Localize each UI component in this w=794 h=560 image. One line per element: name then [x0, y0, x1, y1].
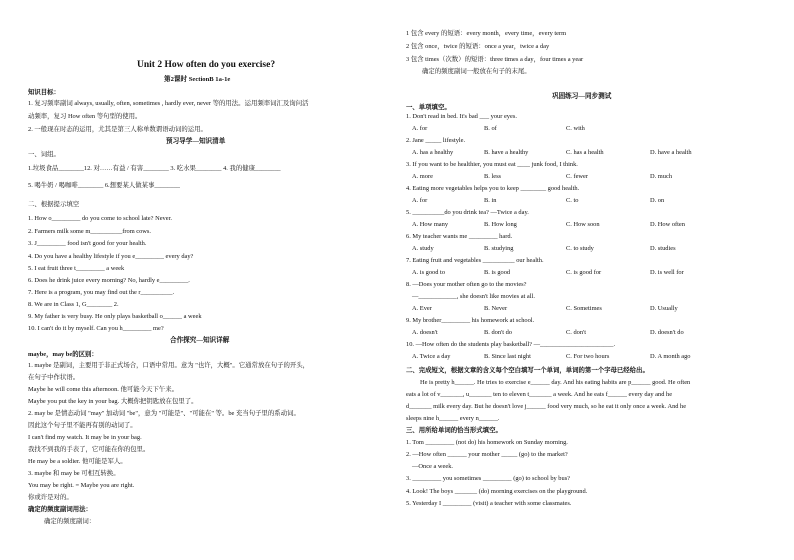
- mc-option: A. for: [412, 197, 428, 204]
- mc-option: B. Never: [484, 305, 508, 312]
- mc-question: 9. My brother_________ his homework at school.: [406, 317, 535, 324]
- mc-option: A. more: [412, 173, 433, 180]
- goal-2: 2. 一般现在时态的运用，尤其是第三人称单数谓语动词的运用。: [28, 126, 207, 133]
- mc-question: 1. Don't read in bed. It's bad ___ your eyes.: [406, 113, 517, 120]
- mc-option: C. How soon: [566, 221, 600, 228]
- fill-q7: 7. Here is a program, you may find out the r__________.: [28, 289, 175, 296]
- mc-option: D. studies: [650, 245, 676, 252]
- passage-line-4: sleeps nine h______ every n______.: [406, 415, 500, 422]
- mc-question: 4. Eating more vegetables helps you to keep ________ good health.: [406, 185, 580, 192]
- section-1-heading: 一、词组。: [28, 151, 60, 158]
- mc-option: A. study: [412, 245, 434, 252]
- section-b-heading: 二、完成短文，根据文章的含义每个空白填写一个单词，单词的第一个字母已经给出。: [406, 367, 649, 374]
- mc-question: 5. __________do you drink tea? —Twice a day.: [406, 209, 529, 216]
- mc-question: 8. —Does your mother often go to the movies?: [406, 281, 527, 288]
- fill-q8: 8. We are in Class 1, G________ 2.: [28, 301, 119, 308]
- adverb-heading: 确定的频度副词用法：: [28, 506, 92, 513]
- form-q2: 2. —How often ______ your mother _____ (go) to the market?: [406, 451, 568, 458]
- maybe-note-1: 1. maybe 是副词，主要用于非正式场合，口语中常用。意为 "也许，大概"。它通常放在句子的开头，: [28, 362, 310, 369]
- mc-option: A. How many: [412, 221, 449, 228]
- mc-question: 10. —How often do the students play basketball? —_______________________.: [406, 341, 616, 348]
- every-phrases: 1 包含 every 的短语：every month，every time，every term: [406, 30, 567, 37]
- form-q5: 5. Yesterday I _________ (visit) a teacher with some classmates.: [406, 500, 572, 507]
- mc-question: 3. If you want to be healthier, you must eat ____ junk food, I think.: [406, 161, 578, 168]
- maybe-example-1: Maybe he will come this afternoon. 他可能今天下午来。: [28, 386, 178, 393]
- mc-option: B. Since last night: [484, 353, 531, 360]
- phrase-line-1: 1.垃圾食品________12. 对……有益 / 有害________ 3. 吃水果________ 4. 我的健康________: [28, 165, 281, 172]
- mc-option: B. have a healthy: [484, 149, 529, 156]
- fill-q5: 5. I eat fruit three t_________ a week: [28, 265, 125, 272]
- mc-option: A. Ever: [412, 305, 432, 312]
- form-q3: 3. _________ you sometimes _________ (go) to school by bus?: [406, 475, 571, 482]
- fill-q6: 6. Does he drink juice every morning? No, hardly e_________.: [28, 277, 190, 284]
- mc-option: B. less: [484, 173, 502, 180]
- preview-heading: 预习导学—知识清单: [166, 138, 226, 145]
- convert-example: You may be right. = Maybe you are right.: [28, 482, 135, 489]
- fill-q4: 4. Do you have a healthy lifestyle if you e_________ every day?: [28, 253, 194, 260]
- consolidate-heading: 巩固练习—同步测试: [552, 93, 612, 100]
- form-q4: 4. Look! The boys _______ (do) morning exercises on the playground.: [406, 488, 588, 495]
- mc-question-reply: —____________, she doesn't like movies at all.: [412, 293, 535, 300]
- mc-option: C. For two hours: [566, 353, 610, 360]
- section-a-heading: 一、单项填空。: [406, 104, 451, 111]
- goal-1b: 动频率，复习 How often 等句型的使用。: [28, 113, 142, 120]
- mc-option: A. has a healthy: [412, 149, 454, 156]
- may-be-note: 2. may be 是情态动词 "may" 加动词 "be"，意为 "可能是"、"可能在" 等。be 充当句子里的系动词。: [28, 410, 300, 417]
- section-c-heading: 三、用所给单词的恰当形式填空。: [406, 427, 502, 434]
- mc-option: B. in: [484, 197, 497, 204]
- mc-option: A. for: [412, 125, 428, 132]
- maybe-note-1b: 在句子中作状语。: [28, 374, 80, 381]
- fill-q10: 10. I can't do it by myself. Can you h_________ me?: [28, 325, 164, 332]
- may-be-example-2: He may be a soldier. 他可能是军人。: [28, 458, 127, 465]
- mc-option: C. to study: [566, 245, 594, 252]
- mc-option: B. studying: [484, 245, 514, 252]
- times-phrases: 3 包含 times（次数）的短语：three times a day，four times a year: [406, 56, 584, 63]
- fill-q2: 2. Farmers milk some m__________from cows.: [28, 228, 152, 235]
- mc-option: C. don't: [566, 329, 586, 336]
- mc-option: C. Sometimes: [566, 305, 602, 312]
- once-phrases: 2 包含 once，twice 的短语：once a year，twice a day: [406, 43, 550, 50]
- mc-option: A. doesn't: [412, 329, 438, 336]
- may-be-note-b: 因此这个句子里不能再有别的动词了。: [28, 422, 137, 429]
- goal-1: 1. 复习频率副词 always, usually, often, sometimes , hardly ever, never 等的用法。运用频率词汇及询问活: [28, 100, 309, 107]
- mc-option: C. has a health: [566, 149, 604, 156]
- may-be-example-1-cn: 我找不到我的手表了，它可能在你的包里。: [28, 446, 150, 453]
- mc-option: B. How long: [484, 221, 517, 228]
- maybe-example-2: Maybe you put the key in your bag. 大概你把钥匙放在包里了。: [28, 398, 198, 405]
- mc-option: B. is good: [484, 269, 511, 276]
- mc-question: 7. Eating fruit and vegetables __________ our health.: [406, 257, 544, 264]
- mc-option: D. much: [650, 173, 673, 180]
- mc-option: C. fewer: [566, 173, 589, 180]
- section-2-heading: 二、根据提示填空: [28, 201, 80, 208]
- mc-option: D. How often: [650, 221, 685, 228]
- lesson-subtitle: 第2课时 SectionB 1a-1e: [164, 76, 231, 83]
- mc-option: D. on: [650, 197, 665, 204]
- phrase-line-2: 5. 喝牛奶 / 喝咖啡________ 6.想要某人做某事________: [28, 182, 180, 189]
- mc-option: D. doesn't do: [650, 329, 684, 336]
- mc-option: D. have a health: [650, 149, 692, 156]
- mc-option: A. Twice a day: [412, 353, 451, 360]
- explore-heading: 合作探究—知识详解: [170, 337, 230, 344]
- mc-option: C. with: [566, 125, 585, 132]
- may-be-example-1: I can't find my watch. It may be in your bag.: [28, 434, 142, 441]
- passage-line-2: eats a lot of v_______, u_______ ten to eleven t_______ a week. And he eats f______ every day and he: [406, 391, 673, 398]
- passage-line-3: d_______ milk every day. But he doesn't love j______ food very much, so he eat it only once a week. And he: [406, 403, 687, 410]
- page-title: Unit 2 How often do you exercise?: [137, 60, 276, 70]
- fill-q3: 3. J_________ food isn't good for your health.: [28, 240, 147, 247]
- fill-q1: 1. How o_________ do you come to school late? Never.: [28, 215, 172, 222]
- form-q1: 1. Tom _________ (not do) his homework on Sunday morning.: [406, 439, 568, 446]
- mc-option: C. to: [566, 197, 579, 204]
- mc-option: C. is good for: [566, 269, 602, 276]
- goals-heading: 知识目标：: [28, 89, 60, 96]
- mc-option: B. of: [484, 125, 497, 132]
- mc-option: D. A month ago: [650, 353, 691, 360]
- passage-line-1: He is pretty h______. He tries to exercise e______ day. And his eating habits are p______ good. He often: [420, 379, 691, 386]
- mc-option: D. is well for: [650, 269, 684, 276]
- mc-option: A. is good to: [412, 269, 446, 276]
- adverb-note: 确定的频度副词：: [44, 518, 96, 525]
- mc-option: B. don't do: [484, 329, 512, 336]
- fill-q9: 9. My father is very busy. He only plays basketball o______ a week: [28, 313, 202, 320]
- convert-example-cn: 你或许是对的。: [28, 494, 73, 501]
- convert-note: 3. maybe 和 may be 可相互转换。: [28, 470, 120, 477]
- maybe-heading: maybe，may be的区别：: [28, 351, 98, 358]
- mc-question: 2. Jane _____ lifestyle.: [406, 137, 466, 144]
- form-q2-answer: —Once a week.: [412, 463, 453, 470]
- adverb-position-note: 确定的频度副词一般放在句子的末尾。: [422, 68, 531, 75]
- mc-question: 6. My teacher wants me _________ hard.: [406, 233, 513, 240]
- mc-option: D. Usually: [650, 305, 678, 312]
